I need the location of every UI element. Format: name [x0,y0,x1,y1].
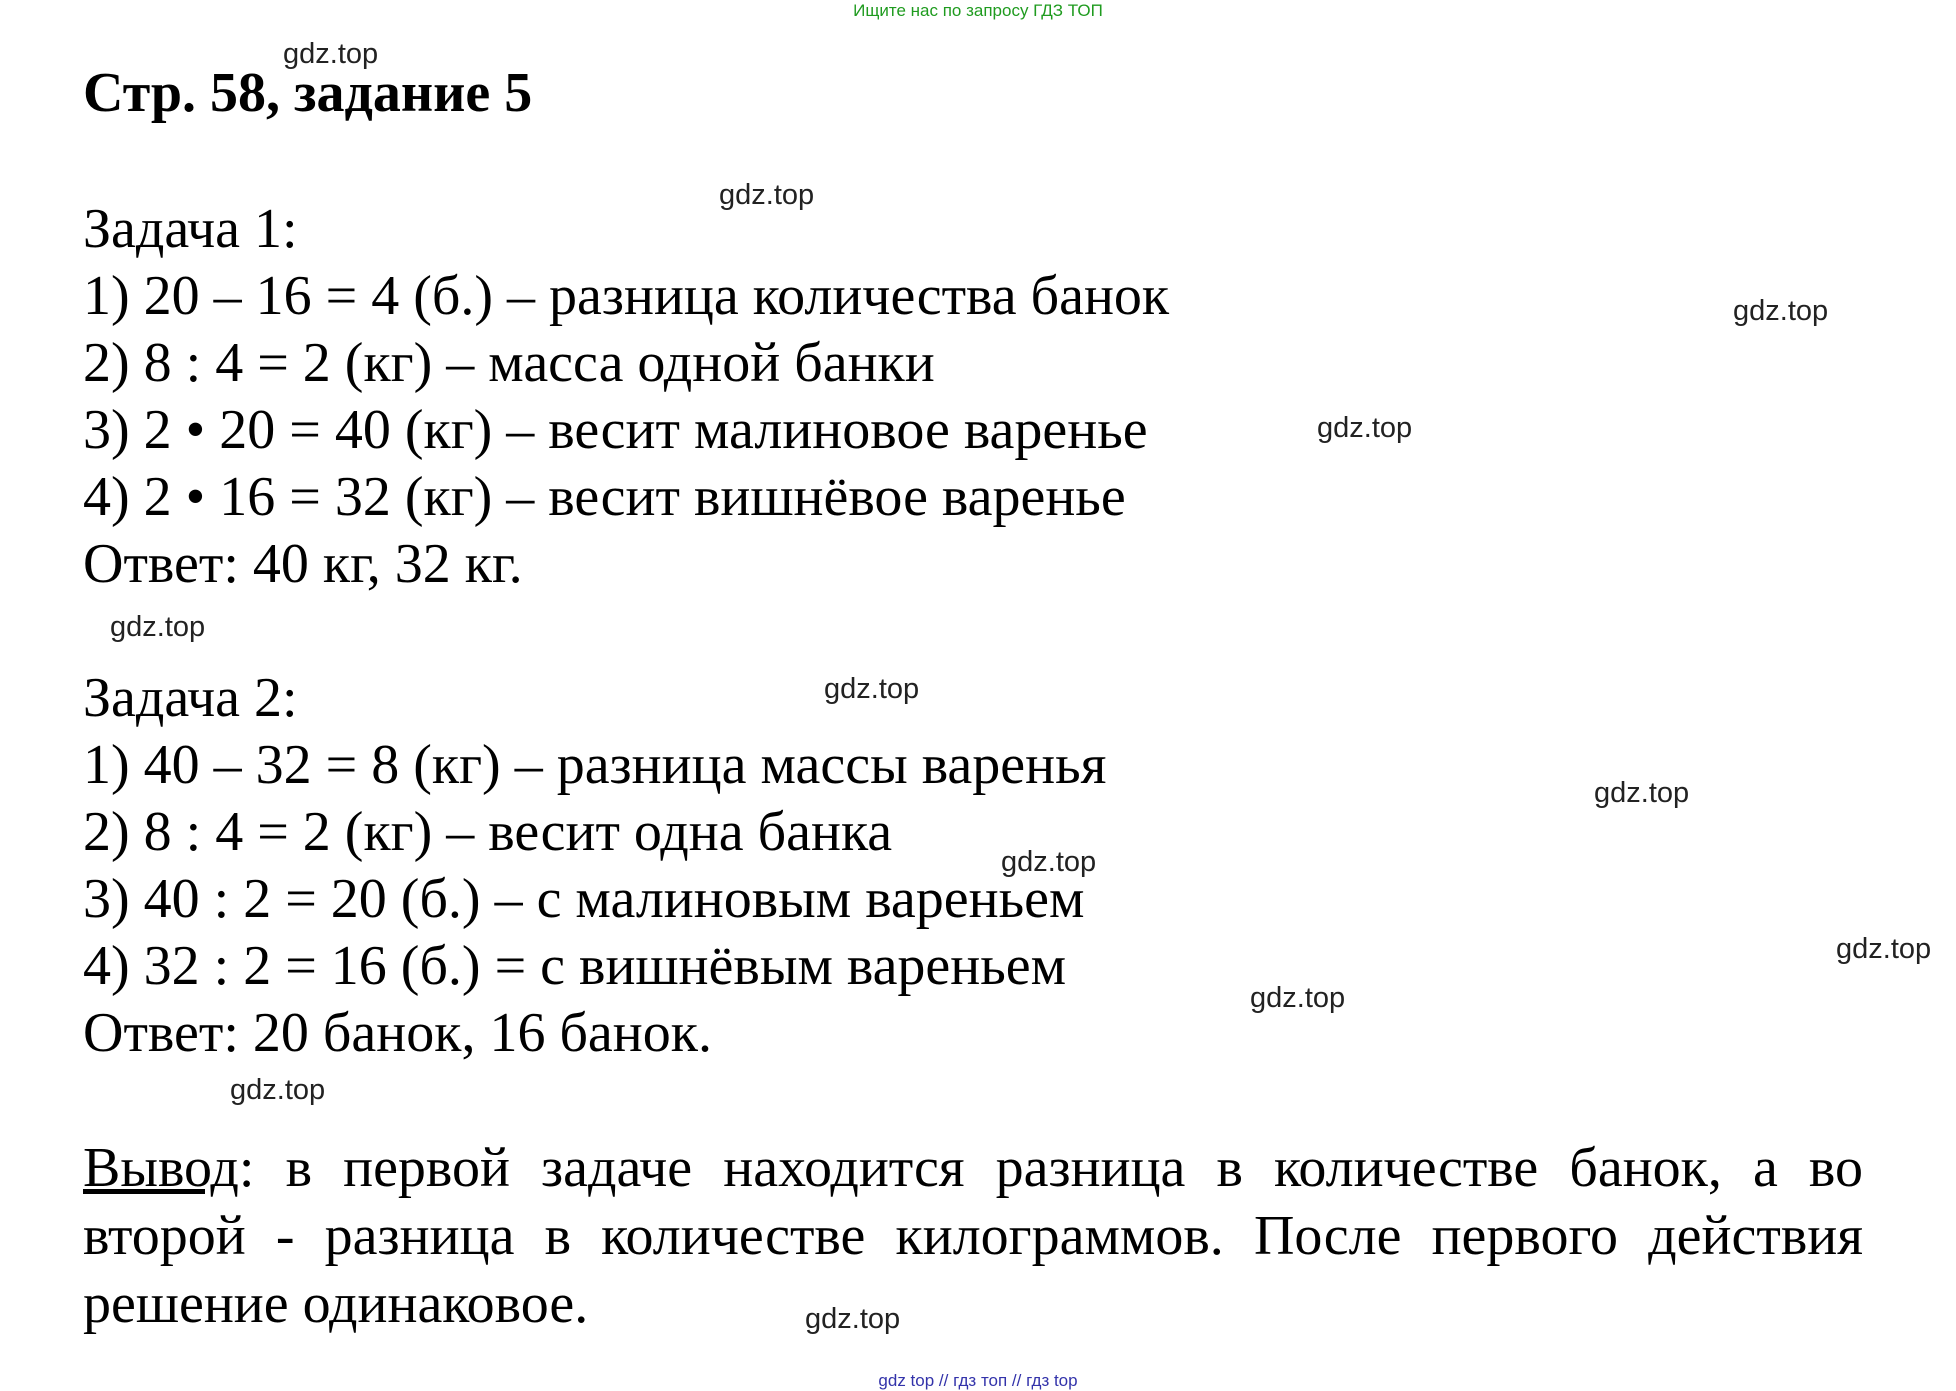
watermark: gdz.top [1836,933,1932,965]
task1-step-3: 3) 2 • 20 = 40 (кг) – весит малиновое варенье [83,399,1148,461]
watermark: gdz.top [719,179,815,211]
watermark: gdz.top [805,1303,901,1335]
task1-step-2: 2) 8 : 4 = 2 (кг) – масса одной банки [83,332,935,394]
task1-step-4: 4) 2 • 16 = 32 (кг) – весит вишнёвое варенье [83,466,1126,528]
watermark: gdz.top [1317,412,1413,444]
conclusion-paragraph [83,1134,1863,1338]
task2-heading: Задача 2: [83,667,298,729]
watermark: gdz.top [1594,777,1690,809]
watermark: gdz.top [283,38,379,70]
footer-links: gdz top // гдз топ // гдз top [878,1371,1078,1390]
conclusion-text: : в первой задаче находится разница в количестве банок, а во второй - разница в количестве килограммов. После первого действия решение одинаковое. [83,1137,1863,1335]
task1-answer: Ответ: 40 кг, 32 кг. [83,533,523,595]
task2-answer: Ответ: 20 банок, 16 банок. [83,1002,712,1064]
task2-step-3: 3) 40 : 2 = 20 (б.) – с малиновым вареньем [83,868,1085,930]
task2-step-1: 1) 40 – 32 = 8 (кг) – разница массы варенья [83,734,1107,796]
watermark: gdz.top [1250,982,1346,1014]
task1-step-1: 1) 20 – 16 = 4 (б.) – разница количества банок [83,265,1170,327]
task2-step-2: 2) 8 : 4 = 2 (кг) – весит одна банка [83,801,893,863]
watermark: gdz.top [1733,295,1829,327]
watermark: gdz.top [824,673,920,705]
conclusion-label: Вывод [83,1137,239,1199]
task2-step-4: 4) 32 : 2 = 16 (б.) = с вишнёвым вареньем [83,935,1067,997]
watermark: gdz.top [1001,846,1097,878]
watermark: gdz.top [230,1074,326,1106]
task1-heading: Задача 1: [83,198,298,260]
top-banner: Ищите нас по запросу ГДЗ ТОП [853,1,1103,20]
page-title: Стр. 58, задание 5 [83,62,533,124]
watermark: gdz.top [110,611,206,643]
